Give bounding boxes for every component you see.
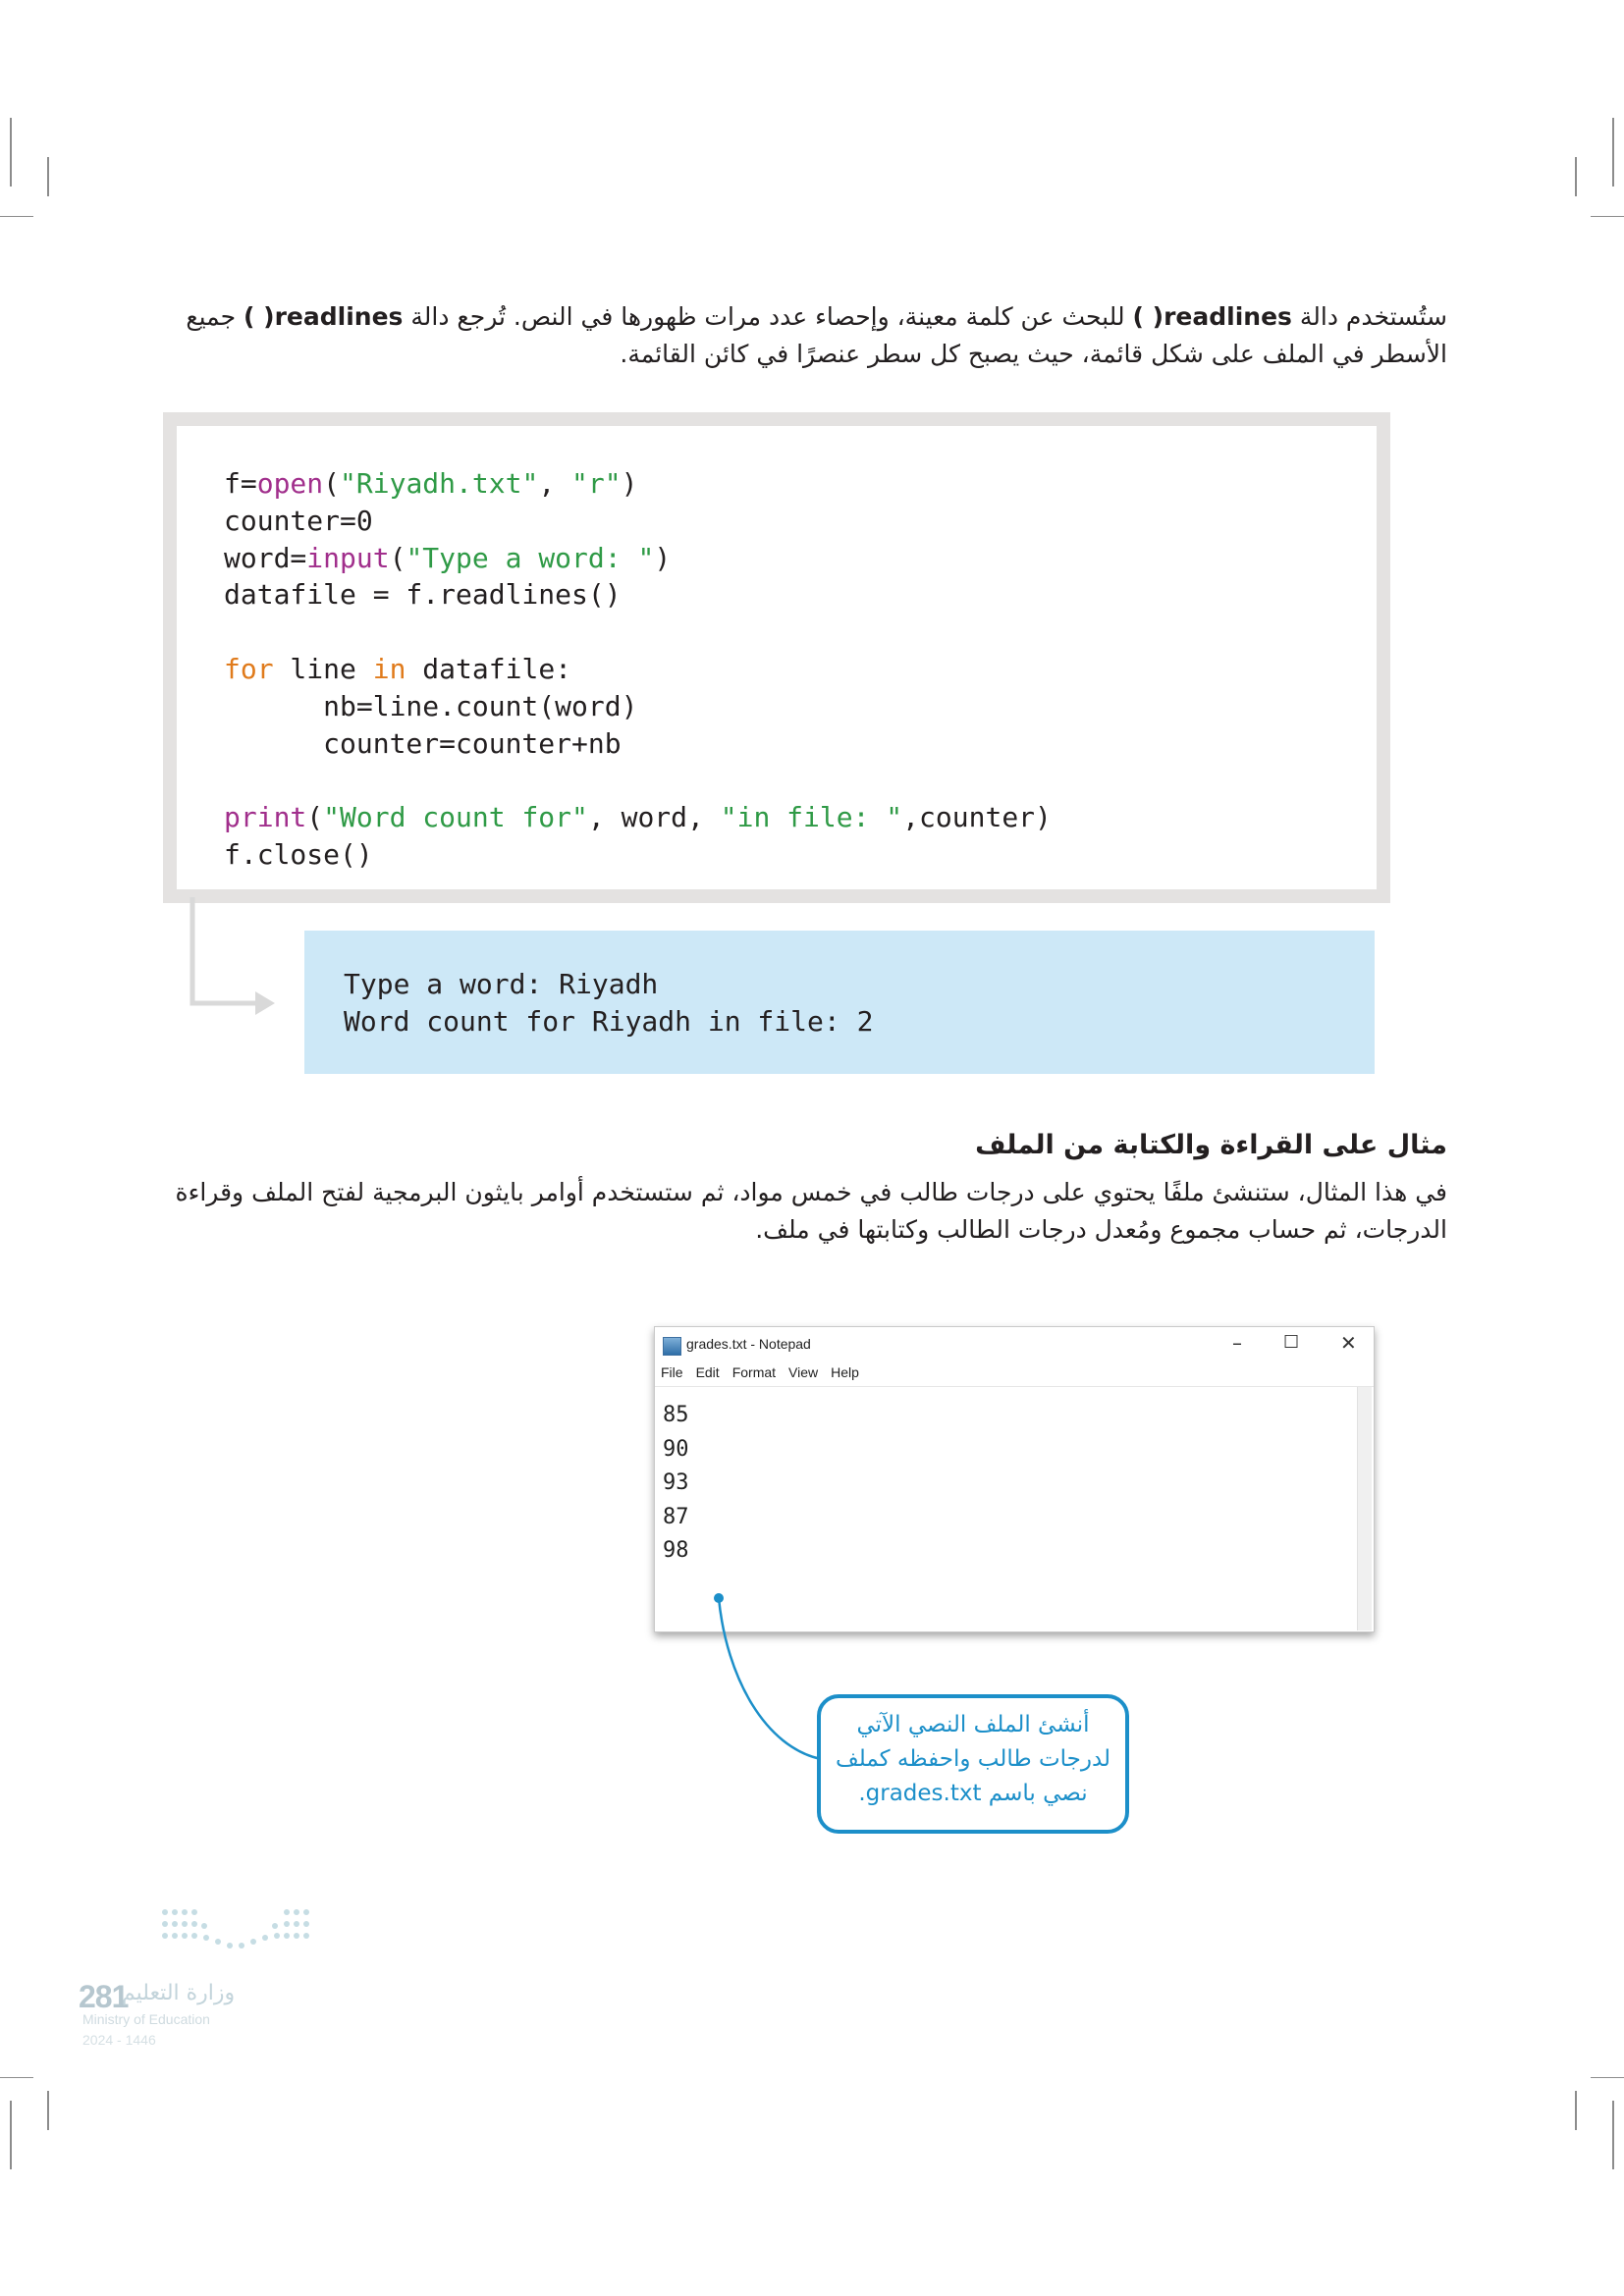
intro-text: جميع الأسطر في الملف على شكل قائمة، حيث يصبح كل سطر عنصرًا في كائن القائمة. bbox=[186, 302, 1447, 368]
crop-mark bbox=[47, 2091, 49, 2130]
notepad-scrollbar[interactable] bbox=[1357, 1387, 1372, 1630]
crop-mark bbox=[10, 2101, 12, 2169]
notepad-menubar bbox=[661, 1364, 872, 1380]
menu-help[interactable]: Help bbox=[831, 1364, 859, 1380]
grades-text: 85 90 93 87 98 bbox=[663, 1403, 689, 1563]
callout-connector bbox=[707, 1590, 835, 1777]
callout-line: نصي باسم grades.txt. bbox=[858, 1781, 1088, 1806]
readlines-term: ( )readlines bbox=[244, 302, 404, 331]
ministry-name-ar: وزارة التعليم bbox=[122, 1981, 236, 2005]
menu-file[interactable]: File bbox=[661, 1364, 683, 1380]
callout-line: أنشئ الملف النصي الآتي bbox=[856, 1712, 1090, 1737]
ministry-logo bbox=[157, 1904, 324, 1963]
crop-mark bbox=[1612, 118, 1614, 187]
crop-mark bbox=[1591, 216, 1624, 217]
menu-format[interactable]: Format bbox=[731, 1364, 777, 1380]
output-block bbox=[304, 931, 1375, 1074]
output-text: Type a word: Riyadh Word count for Riyadh in file: 2 bbox=[344, 968, 874, 1038]
code-text: f=open("Riyadh.txt", "r") counter=0 word=input("Type a word: ") datafile = f.readlines() for line in datafile: nb=line.count(word) counter=counter+nb print("Word count for", word, "in file: ",counter) f.close() bbox=[224, 467, 1052, 871]
section-heading: مثال على القراءة والكتابة من الملف bbox=[975, 1130, 1447, 1160]
notepad-window bbox=[654, 1326, 1375, 1632]
crop-mark bbox=[1591, 2077, 1624, 2078]
menu-view[interactable]: View bbox=[788, 1364, 819, 1380]
notepad-title: grades.txt - Notepad bbox=[686, 1336, 811, 1352]
maximize-icon[interactable]: ☐ bbox=[1283, 1332, 1300, 1353]
code-block bbox=[163, 412, 1390, 903]
ministry-name-en: Ministry of Education bbox=[82, 2011, 210, 2027]
crop-mark bbox=[1612, 2101, 1614, 2169]
callout-note bbox=[817, 1694, 1129, 1834]
intro-text: ستُستخدم دالة bbox=[1291, 302, 1447, 331]
notepad-titlebar bbox=[655, 1327, 1374, 1361]
crop-mark bbox=[0, 216, 33, 217]
section-paragraph: في هذا المثال، ستنشئ ملفًا يحتوي على درجات طالب في خمس مواد، ثم ستستخدم أوامر بايثون البرمجية لفتح الملف وقراءة الدرجات، ثم حساب مجموع ومُعدل درجات الطالب وكتابتها في ملف. bbox=[175, 1178, 1447, 1244]
crop-mark bbox=[0, 2077, 33, 2078]
close-icon[interactable]: ✕ bbox=[1340, 1331, 1357, 1355]
crop-mark bbox=[10, 118, 12, 187]
intro-paragraph bbox=[159, 298, 1447, 373]
menu-edit[interactable]: Edit bbox=[695, 1364, 720, 1380]
crop-mark bbox=[1575, 157, 1577, 196]
callout-line: لدرجات طالب واحفظه كملف bbox=[835, 1746, 1111, 1772]
academic-year: 2024 - 1446 bbox=[82, 2032, 156, 2048]
output-arrow bbox=[183, 897, 281, 1025]
page-number: 281 bbox=[79, 1979, 129, 2014]
intro-text: للبحث عن كلمة معينة، وإحصاء عدد مرات ظهورها في النص. تُرجع دالة bbox=[403, 302, 1133, 331]
crop-mark bbox=[47, 157, 49, 196]
notepad-icon bbox=[663, 1337, 681, 1356]
readlines-term: ( )readlines bbox=[1132, 302, 1292, 331]
crop-mark bbox=[1575, 2091, 1577, 2130]
minimize-icon[interactable]: – bbox=[1232, 1331, 1242, 1355]
